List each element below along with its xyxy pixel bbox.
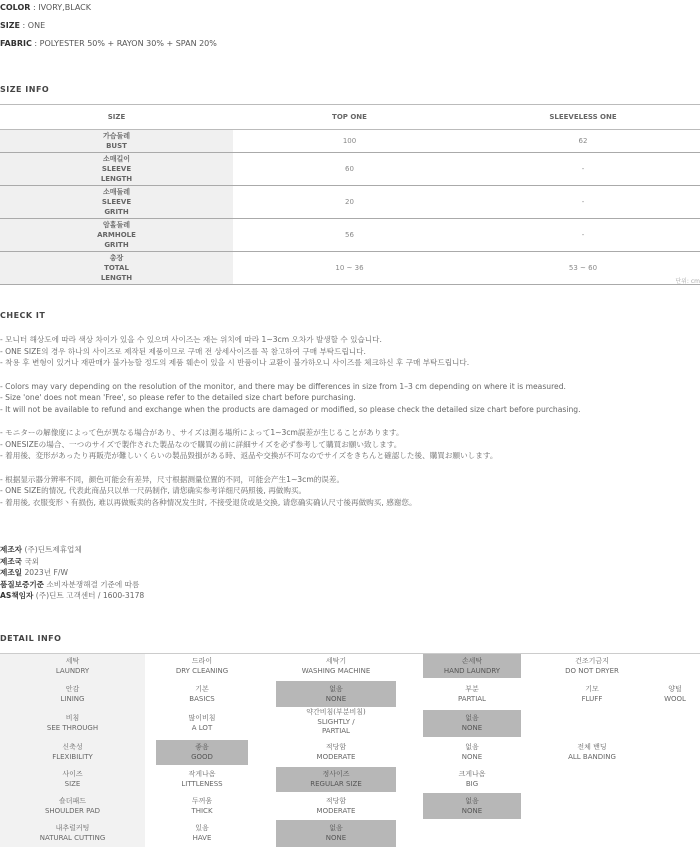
detail-option: 두꺼움 THICK xyxy=(191,797,213,815)
top-one-value: 60 xyxy=(233,153,466,186)
manufacturer-info xyxy=(0,544,144,602)
detail-option: 세탁기 WASHING MACHINE xyxy=(301,657,371,675)
detail-option: 있음 HAVE xyxy=(192,824,212,842)
detail-label: 숄더패드 SHOULDER PAD xyxy=(44,797,101,815)
top-one-value: 20 xyxy=(233,186,466,219)
note-line: - 착용 후 변형이 있거나 재판매가 불가능할 정도의 제품 훼손이 있을 시 반품이나 교환이 불가하오니 사이즈를 체크하신 후 구매 부탁드립니다. xyxy=(0,358,470,367)
table-row xyxy=(0,186,700,219)
table-row xyxy=(0,153,700,186)
size-table xyxy=(0,104,700,285)
detail-info-grid xyxy=(0,653,700,847)
note-line: - モニターの解像度によって色が異なる場合があり、サイズは測る場所によって1~3cm誤差が生じることがあります。 xyxy=(0,428,404,437)
detail-option: 없음 NONE xyxy=(461,743,483,761)
table-row xyxy=(0,252,700,285)
note-line: - 着用後, 衣服变形丶有损伤, 难以再做贩卖的各种情况发生时, 不接受退货或是交换, 请您确实确认尺寸後再做购买, 感谢您。 xyxy=(0,497,417,507)
detail-option-selected: 없음 NONE xyxy=(423,793,521,819)
note-line: - It will not be available to refund and exchange when the products are damaged or modified, so please check the detailed size chart before purchasing. xyxy=(0,404,581,414)
size-table-header xyxy=(0,105,700,130)
sleeveless-value: 62 xyxy=(466,130,700,153)
top-one-value: 100 xyxy=(233,130,466,153)
detail-option-selected: 없음 NONE xyxy=(276,681,396,707)
maker-line: 품질보증기준 소비자분쟁해결 기준에 따름 xyxy=(0,579,140,589)
row-label: 소매둘레 SLEEVE GRITH xyxy=(0,186,233,219)
detail-option: 기모 FLUFF xyxy=(581,685,603,703)
maker-line: 제조국 국외 xyxy=(0,556,40,566)
header-top-one: TOP ONE xyxy=(233,105,466,130)
detail-option: 약간비침(부분비침) SLIGHTLY / PARTIAL xyxy=(306,708,366,735)
header-sleeveless-one: SLEEVELESS ONE xyxy=(466,105,700,130)
table-row xyxy=(0,219,700,252)
top-one-value: 10 ~ 36 xyxy=(233,252,466,285)
header-size: SIZE xyxy=(0,105,233,130)
fabric-line: FABRIC : POLYESTER 50% + RAYON 30% + SPAN 20% xyxy=(0,39,217,48)
detail-option: 건조기금지 DO NOT DRYER xyxy=(565,657,619,675)
note-line: - ONE SIZE的情况, 代表此商品只以单一尺码制作, 请您确实参考详细尺码照後, 再做购买。 xyxy=(0,486,307,495)
detail-option-selected: 없음 NONE xyxy=(276,820,396,847)
row-label: 소매길이 SLEEVE LENGTH xyxy=(0,153,233,186)
detail-option: 적당함 MODERATE xyxy=(316,743,356,761)
detail-option: 적당함 MODERATE xyxy=(316,797,356,815)
check-it-title: CHECK IT xyxy=(0,311,46,320)
detail-option-selected: 손세탁 HAND LAUNDRY xyxy=(423,654,521,678)
detail-option-selected: 정사이즈 REGULAR SIZE xyxy=(276,767,396,792)
maker-line: AS책임자 (주)딘트 고객센터 / 1600-3178 xyxy=(0,591,145,600)
note-line: - 根据显示器分辨率不同，颜色可能会有差异，尺寸根据测量位置的不同，可能会产生1~3cm的误差。 xyxy=(0,474,345,484)
detail-option: 작게나옴 LITTLENESS xyxy=(181,770,223,788)
sleeveless-value: 53 ~ 60 xyxy=(466,252,700,285)
top-one-value: 56 xyxy=(233,219,466,252)
detail-label: 사이즈 SIZE xyxy=(62,770,83,788)
color-value: IVORY,BLACK xyxy=(38,3,91,12)
detail-label: 안감 LINING xyxy=(60,685,85,703)
sleeveless-value: - xyxy=(466,219,700,252)
table-row xyxy=(0,130,700,153)
unit-note: 단위: cm xyxy=(675,278,700,285)
sleeveless-value: - xyxy=(466,153,700,186)
maker-line: 제조자 (주)딘트제휴업체 xyxy=(0,545,82,554)
detail-option: 크게나옴 BIG xyxy=(458,770,486,788)
size-label: SIZE xyxy=(0,21,21,30)
note-line: - Colors may vary depending on the resolution of the monitor, and there may be differences in size from 1–3 cm depending on where it is measured. xyxy=(0,381,566,391)
check-it-notes xyxy=(0,334,581,508)
detail-info-title: DETAIL INFO xyxy=(0,634,62,643)
fabric-value: POLYESTER 50% + RAYON 30% + SPAN 20% xyxy=(39,39,217,48)
note-line: - 着用後、変形があったり再販売が難しいくらいの製品毀損がある時、返品や交換が不可なのでサイズをきちんと確認した後、購買お願いします。 xyxy=(0,451,498,460)
color-label: COLOR xyxy=(0,3,31,12)
detail-option: 드라이 DRY CLEANING xyxy=(175,657,229,675)
size-line: SIZE : ONE xyxy=(0,21,46,30)
sleeveless-value: - xyxy=(466,186,700,219)
detail-option-selected: 없음 NONE xyxy=(423,710,521,737)
detail-label: 세탁 LAUNDRY xyxy=(55,657,90,675)
row-label: 암홀둘레 ARMHOLE GRITH xyxy=(0,219,233,252)
detail-label: 내추럴커팅 NATURAL CUTTING xyxy=(39,824,106,842)
row-label: 총장 TOTAL LENGTH xyxy=(0,252,233,285)
size-info-title: SIZE INFO xyxy=(0,85,50,94)
detail-label: 비침 SEE THROUGH xyxy=(46,714,99,732)
maker-line: 제조일 2023년 F/W xyxy=(0,568,68,577)
detail-option: 부분 PARTIAL xyxy=(458,685,486,703)
note-line: - ONE SIZE의 경우 하나의 사이즈로 제작된 제품이므로 구매 전 상세사이즈를 꼭 참고하여 구매 부탁드립니다. xyxy=(0,346,366,356)
color-line: COLOR : IVORY,BLACK xyxy=(0,3,91,12)
detail-label: 신축성 FLEXIBILITY xyxy=(52,743,93,761)
note-line: - ONESIZEの場合、一つのサイズで製作された製品なので購買の前に詳細サイズを必ず参考して購買お願い致します。 xyxy=(0,439,402,449)
detail-option: 전체 밴딩 ALL BANDING xyxy=(568,743,616,761)
fabric-label: FABRIC xyxy=(0,39,32,48)
row-label: 가슴둘레 BUST xyxy=(0,130,233,153)
size-value: ONE xyxy=(27,21,46,30)
note-line: - Size 'one' does not mean 'Free', so please refer to the detailed size chart before purchasing. xyxy=(0,393,356,402)
note-line: - 모니터 해상도에 따라 색상 차이가 있을 수 있으며 사이즈는 재는 위치에 따라 1~3cm 오차가 발생할 수 있습니다. xyxy=(0,335,382,344)
detail-option: 양털 WOOL xyxy=(664,685,686,703)
detail-option: 많이비침 A LOT xyxy=(188,714,216,732)
detail-option-selected: 좋음 GOOD xyxy=(156,740,248,765)
detail-option: 기본 BASICS xyxy=(189,685,215,703)
